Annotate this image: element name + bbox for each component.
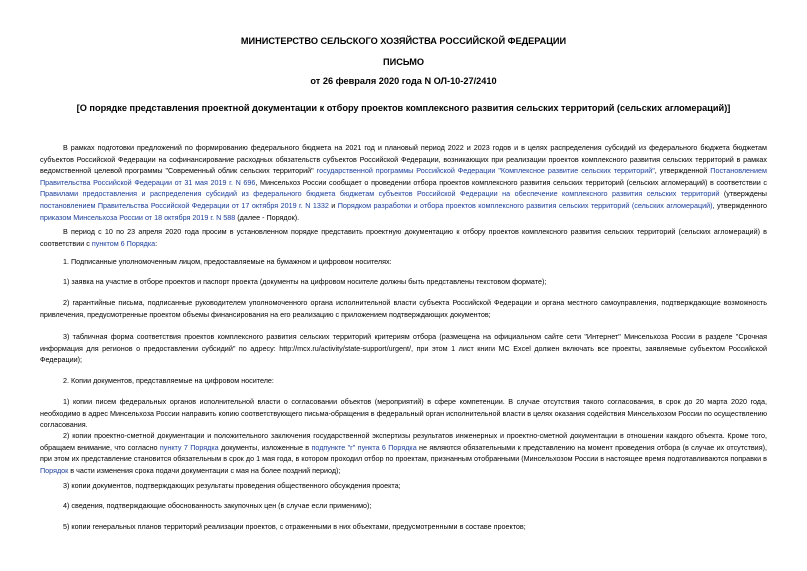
link-state-program[interactable]: государственной программы Российской Федерации "Комплексное развитие сельских территорий" xyxy=(316,166,655,176)
document-date-number: от 26 февраля 2020 года N ОЛ-10-27/2410 xyxy=(310,76,497,86)
text-span: (утверждены xyxy=(719,189,767,199)
link-procedure[interactable]: Порядок xyxy=(40,465,69,475)
link-order-588[interactable]: приказом Минсельхоза России от 18 октября 2019 г. N 588 xyxy=(40,212,236,222)
paragraph-intro xyxy=(40,142,767,223)
link-resolution-696[interactable]: Постановлением Правительства Российской Федерации от 31 мая 2019 г. N 696 xyxy=(40,166,767,187)
list-item xyxy=(40,430,767,476)
list-item: 1) копии писем федеральных органов исполнительной власти о согласовании объектов (мероприятий) в сфере компетенции. В случае отсутствия такого согласования, в срок до 20 марта 2020 года, необходимо в адрес Минсельхоза России направить копию соответствующего письма-обращения в федеральный орган исполнительной власти в целях оказания содействия Минсельхозом России по осуществлению согласования. xyxy=(40,397,767,430)
link-clause-6[interactable]: пунктом 6 Порядка xyxy=(91,238,156,248)
text-span: не являются обязательными к представлению на момент проведения отбора (в случае их отсутствия), при этом их представление становится обязательным в срок до 1 мая года, в котором проходил отбор по проектам, признанным отобранными (Минсельхозом России в настоящее время подготавливаются поправки в xyxy=(40,442,767,464)
document-subject: [О порядке представления проектной документации к отбору проектов комплексного развития сельских территорий (сельских агломераций)] xyxy=(76,103,731,113)
link-resolution-1332[interactable]: постановлением Правительства Российской Федерации от 17 октября 2019 г. N 1332 xyxy=(40,200,329,210)
list-item: 5) копии генеральных планов территорий реализации проектов, с отраженными в них объектами, предусмотренными в составе проектов; xyxy=(63,522,526,531)
text-span: , утвержденного xyxy=(712,200,767,210)
link-clause-7[interactable]: пункту 7 Порядка xyxy=(159,442,219,452)
text-span: 2) копии проектно-сметной документации и положительного заключения государственной экспертизы результатов инженерных и проектно-сметной документации в отношении каждого объекта. Кроме того, обращаем внимание, что согласно xyxy=(40,431,767,452)
list-item: 1) заявка на участие в отборе проектов и паспорт проекта (документы на цифровом носителе должны быть представлены текстовом формате); xyxy=(63,277,547,286)
text-span: , утвержденной xyxy=(654,166,711,176)
link-subclause-g[interactable]: подпункте "г" пункта 6 Порядка xyxy=(311,442,417,452)
document-type: ПИСЬМО xyxy=(382,57,425,67)
list-item: 2) гарантийные письма, подписанные руководителем уполномоченного органа исполнительной власти субъекта Российской Федерации и органа местного самоуправления, подтверждающие возможность привлечения, предусмотренные проектом объемы финансирования на его реализацию с приложением подтверждающих документов; xyxy=(40,298,767,319)
link-subsidy-rules[interactable]: Правилами предоставления и распределения субсидий из федерального бюджета бюджетам субъектов Российской Федерации на обеспечение комплексного развития сельских территорий xyxy=(40,189,720,199)
text-span: В период с 10 по 23 апреля 2020 года просим в установленном порядке представить проектную документацию к отбору проектов комплексного развития сельских территорий (сельских агломераций) в соответствии с xyxy=(40,227,767,248)
text-span: В рамках подготовки предложений по формированию федерального бюджета на 2021 год и плановый период 2022 и 2023 годов и в целях распределения субсидий из федерального бюджета бюджетам субъектов Российской Федерации на софинансирование расходных обязательств субъектов Российской Федерации, возникающих при реализации проектов комплексного развития сельских территорий в рамках ведомственной целевой программы "Современный облик сельских территорий" xyxy=(40,143,767,176)
section-1-heading: 1. Подписанные уполномоченным лицом, предоставляемые на бумажном и цифровом носителях: xyxy=(63,257,392,266)
list-item: 3) табличная форма соответствия проектов комплексного развития сельских территорий критериям отбора (размещена на официальном сайте сети "Интернет" Минсельхоза России в разделе "Срочная информация для регионов о предоставлении субсидий" по адресу: http://mcx.ru/activity/state-support/urgent/, при этом 1 лист книги MC Excel должен включать все проекты, заявляемые субъектом Российской Федерации); xyxy=(40,332,767,365)
text-span: : xyxy=(155,238,158,248)
text-span: , Минсельхоз России сообщает о проведении отбора проектов комплексного развития сельских территорий (сельских агломераций) в соответствии с xyxy=(255,177,767,187)
section-2-heading: 2. Копии документов, представляемые на цифровом носителе: xyxy=(63,376,274,385)
paragraph-period xyxy=(40,226,767,249)
list-item: 4) сведения, подтверждающие обоснованность закупочных цен (в случае если применимо); xyxy=(63,501,372,510)
text-span: документы, изложенные в xyxy=(218,442,312,452)
ministry-heading: МИНИСТЕРСТВО СЕЛЬСКОГО ХОЗЯЙСТВА РОССИЙСКОЙ ФЕДЕРАЦИИ xyxy=(240,36,567,46)
link-selection-procedure[interactable]: Порядком разработки и отбора проектов комплексного развития сельских территорий (сельских агломераций) xyxy=(337,200,713,210)
text-span: и xyxy=(328,200,338,210)
text-span: в части изменения срока подачи документации с мая на более поздний период); xyxy=(68,465,341,475)
list-item: 3) копии документов, подтверждающих результаты проведения общественного обсуждения проекта; xyxy=(63,481,401,490)
text-span: (далее - Порядок). xyxy=(235,212,300,222)
